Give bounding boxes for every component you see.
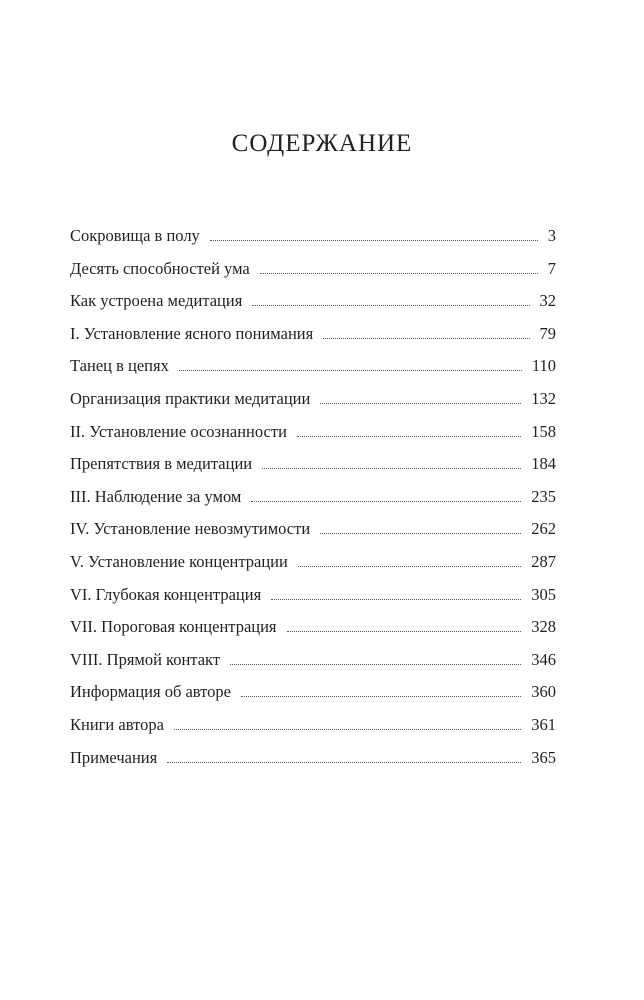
- toc-entry: [70, 519, 556, 552]
- dot-leader: [320, 403, 521, 404]
- dot-leader: [323, 338, 529, 339]
- toc-entry-title: IV. Установление невозмутимости: [70, 519, 311, 539]
- dot-leader: [241, 696, 521, 697]
- dot-leader: [167, 762, 521, 763]
- toc-entry-title: Десять способностей ума: [70, 258, 250, 278]
- toc-entry-page: 79: [539, 323, 556, 343]
- toc-entry-page: 305: [531, 584, 556, 604]
- toc-entry-title: II. Установление осознанности: [70, 421, 287, 441]
- toc-entry-page: 287: [531, 551, 556, 571]
- toc-entry-title: Как устроена медитация: [70, 291, 243, 311]
- toc-entry-page: 32: [539, 291, 556, 311]
- toc-entry: [70, 389, 556, 422]
- toc-entry: [70, 422, 556, 455]
- toc-entry-title: I. Установление ясного понимания: [70, 323, 314, 343]
- toc-entry-title: Информация об авторе: [70, 682, 232, 702]
- toc-entry-page: 110: [531, 356, 556, 376]
- toc-entry-title: Примечания: [70, 747, 158, 767]
- toc-entry: [70, 585, 556, 618]
- toc-entry-page: 328: [531, 617, 556, 637]
- toc-entry-title: Танец в цепях: [70, 356, 169, 376]
- toc-entry: [70, 748, 556, 781]
- table-of-contents: [70, 226, 556, 780]
- toc-entry-page: 132: [531, 388, 556, 408]
- toc-entry: [70, 552, 556, 585]
- dot-leader: [320, 533, 521, 534]
- dot-leader: [174, 729, 521, 730]
- toc-entry-title: Организация практики медитации: [70, 388, 311, 408]
- toc-entry: [70, 324, 556, 357]
- toc-entry: [70, 487, 556, 520]
- dot-leader: [262, 468, 521, 469]
- dot-leader: [230, 664, 521, 665]
- toc-entry: [70, 291, 556, 324]
- toc-entry-title: VI. Глубокая концентрация: [70, 584, 262, 604]
- toc-entry-page: 346: [531, 649, 556, 669]
- toc-entry-page: 158: [531, 421, 556, 441]
- toc-entry-title: Книги автора: [70, 714, 164, 734]
- toc-entry: [70, 259, 556, 292]
- toc-entry-page: 361: [531, 714, 556, 734]
- toc-entry-page: 3: [547, 226, 556, 245]
- dot-leader: [260, 273, 538, 274]
- toc-entry-title: VIII. Прямой контакт: [70, 649, 221, 669]
- dot-leader: [210, 240, 538, 241]
- toc-entry-page: 184: [531, 454, 556, 474]
- toc-entry-title: Препятствия в медитации: [70, 454, 253, 474]
- toc-entry: [70, 226, 556, 259]
- toc-entry-page: 365: [531, 747, 556, 767]
- dot-leader: [252, 305, 529, 306]
- toc-entry: [70, 356, 556, 389]
- page-title: СОДЕРЖАНИЕ: [231, 130, 413, 157]
- toc-entry-title: III. Наблюдение за умом: [70, 486, 242, 506]
- toc-entry: [70, 617, 556, 650]
- toc-entry-page: 7: [547, 258, 556, 278]
- toc-entry: [70, 682, 556, 715]
- toc-entry-title: Сокровища в полу: [70, 226, 200, 245]
- dot-leader: [298, 566, 521, 567]
- toc-entry-page: 360: [531, 682, 556, 702]
- dot-leader: [251, 501, 521, 502]
- toc-entry: [70, 715, 556, 748]
- dot-leader: [271, 599, 521, 600]
- toc-entry-title: VII. Пороговая концентрация: [70, 617, 277, 637]
- dot-leader: [179, 370, 522, 371]
- dot-leader: [287, 631, 522, 632]
- toc-entry: [70, 454, 556, 487]
- toc-entry-page: 262: [531, 519, 556, 539]
- toc-entry-title: V. Установление концентрации: [70, 551, 288, 571]
- toc-entry-page: 235: [531, 486, 556, 506]
- toc-entry: [70, 650, 556, 683]
- dot-leader: [297, 436, 521, 437]
